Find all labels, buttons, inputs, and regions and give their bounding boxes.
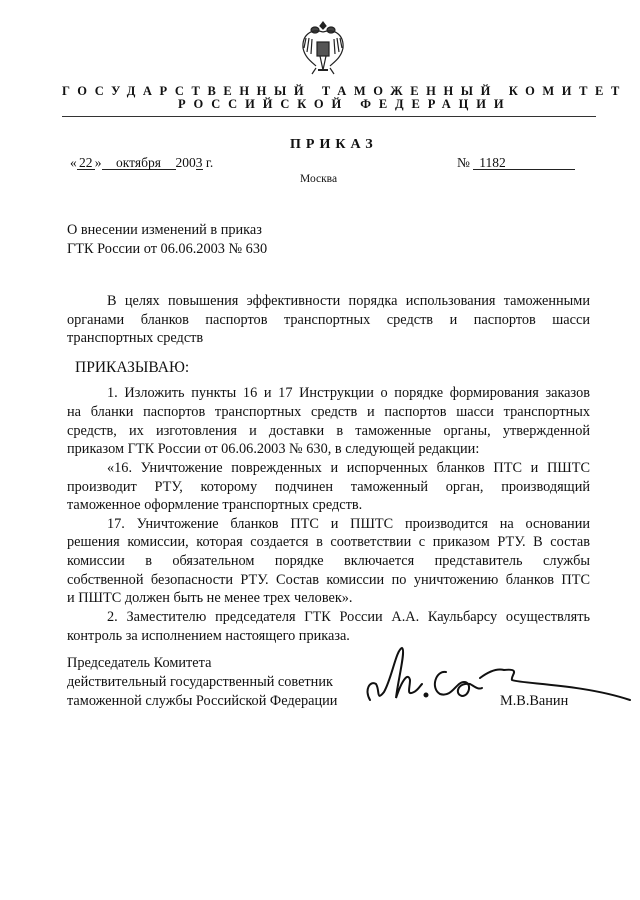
date-year-digit: 3 bbox=[195, 155, 203, 170]
number-sign: № bbox=[457, 155, 470, 170]
date-day: 22 bbox=[77, 156, 95, 170]
item1-line: средств, их изготовления и доставки в таможенные органы, утвержденной bbox=[67, 423, 590, 439]
header-divider bbox=[62, 116, 596, 117]
number-value: 1182 bbox=[473, 156, 575, 170]
item2-line: контроль за исполнением настоящего приказа. bbox=[67, 628, 350, 644]
document-date bbox=[70, 155, 213, 171]
item17-line: решения комиссии, которая создается в соответствии с приказом РТУ. В состав bbox=[67, 534, 590, 550]
date-month: октября bbox=[102, 156, 176, 170]
preamble-line: В целях повышения эффективности порядка использования таможенными bbox=[107, 293, 590, 309]
subject-line: ГТК России от 06.06.2003 № 630 bbox=[67, 241, 268, 257]
org-name-line1: ГОСУДАРСТВЕННЫЙ ТАМОЖЕННЫЙ КОМИТЕТ bbox=[62, 84, 627, 98]
org-name-line2: РОССИЙСКОЙ ФЕДЕРАЦИИ bbox=[178, 97, 512, 111]
document-type: ПРИКАЗ bbox=[290, 137, 378, 152]
document-number bbox=[457, 155, 575, 171]
item2-line: 2. Заместителю председателя ГТК России А.А. Каульбарсу осуществлять bbox=[107, 609, 590, 625]
signatory-title-line: действительный государственный советник bbox=[67, 674, 333, 690]
item17-line: и ПШТС должен быть не менее трех человек». bbox=[67, 590, 353, 606]
date-close-quote: » bbox=[94, 155, 102, 170]
date-year-suffix: г. bbox=[205, 155, 214, 170]
item17-line: 17. Уничтожение бланков ПТС и ПШТС производится на основании bbox=[107, 516, 590, 532]
item16-line: таможенное оформление транспортных средств. bbox=[67, 497, 363, 513]
signatory-title-line: Председатель Комитета bbox=[67, 655, 212, 671]
coat-of-arms-emblem bbox=[298, 18, 348, 78]
signatory-title-line: таможенной службы Российской Федерации bbox=[67, 693, 338, 709]
date-open-quote: « bbox=[70, 155, 77, 170]
order-word: ПРИКАЗЫВАЮ: bbox=[75, 359, 190, 376]
item17-line: собственной безопасности РТУ. Состав комиссии по уничтожению бланков ПТС bbox=[67, 572, 590, 588]
item16-line: производит РТУ, которому подчинен таможенный орган, производящий bbox=[67, 479, 590, 495]
item1-line: на бланки паспортов транспортных средств и паспортов шасси транспортных bbox=[67, 404, 590, 420]
document-city: Москва bbox=[300, 173, 338, 185]
handwritten-signature bbox=[362, 640, 634, 712]
item1-line: 1. Изложить пункты 16 и 17 Инструкции о порядке формирования заказов bbox=[107, 385, 590, 401]
date-year-prefix: 200 bbox=[175, 155, 196, 170]
preamble-line: органами бланков паспортов транспортных средств и паспортов шасси bbox=[67, 312, 590, 328]
item16-line: «16. Уничтожение поврежденных и испорченных бланков ПТС и ПШТС bbox=[107, 460, 590, 476]
signatory-name: М.В.Ванин bbox=[500, 693, 569, 709]
item17-line: комиссии в обязательном порядке включается представитель службы bbox=[67, 553, 590, 569]
preamble-line: транспортных средств bbox=[67, 330, 204, 346]
item1-line: приказом ГТК России от 06.06.2003 № 630, в следующей редакции: bbox=[67, 441, 480, 457]
subject-line: О внесении изменений в приказ bbox=[67, 222, 262, 238]
